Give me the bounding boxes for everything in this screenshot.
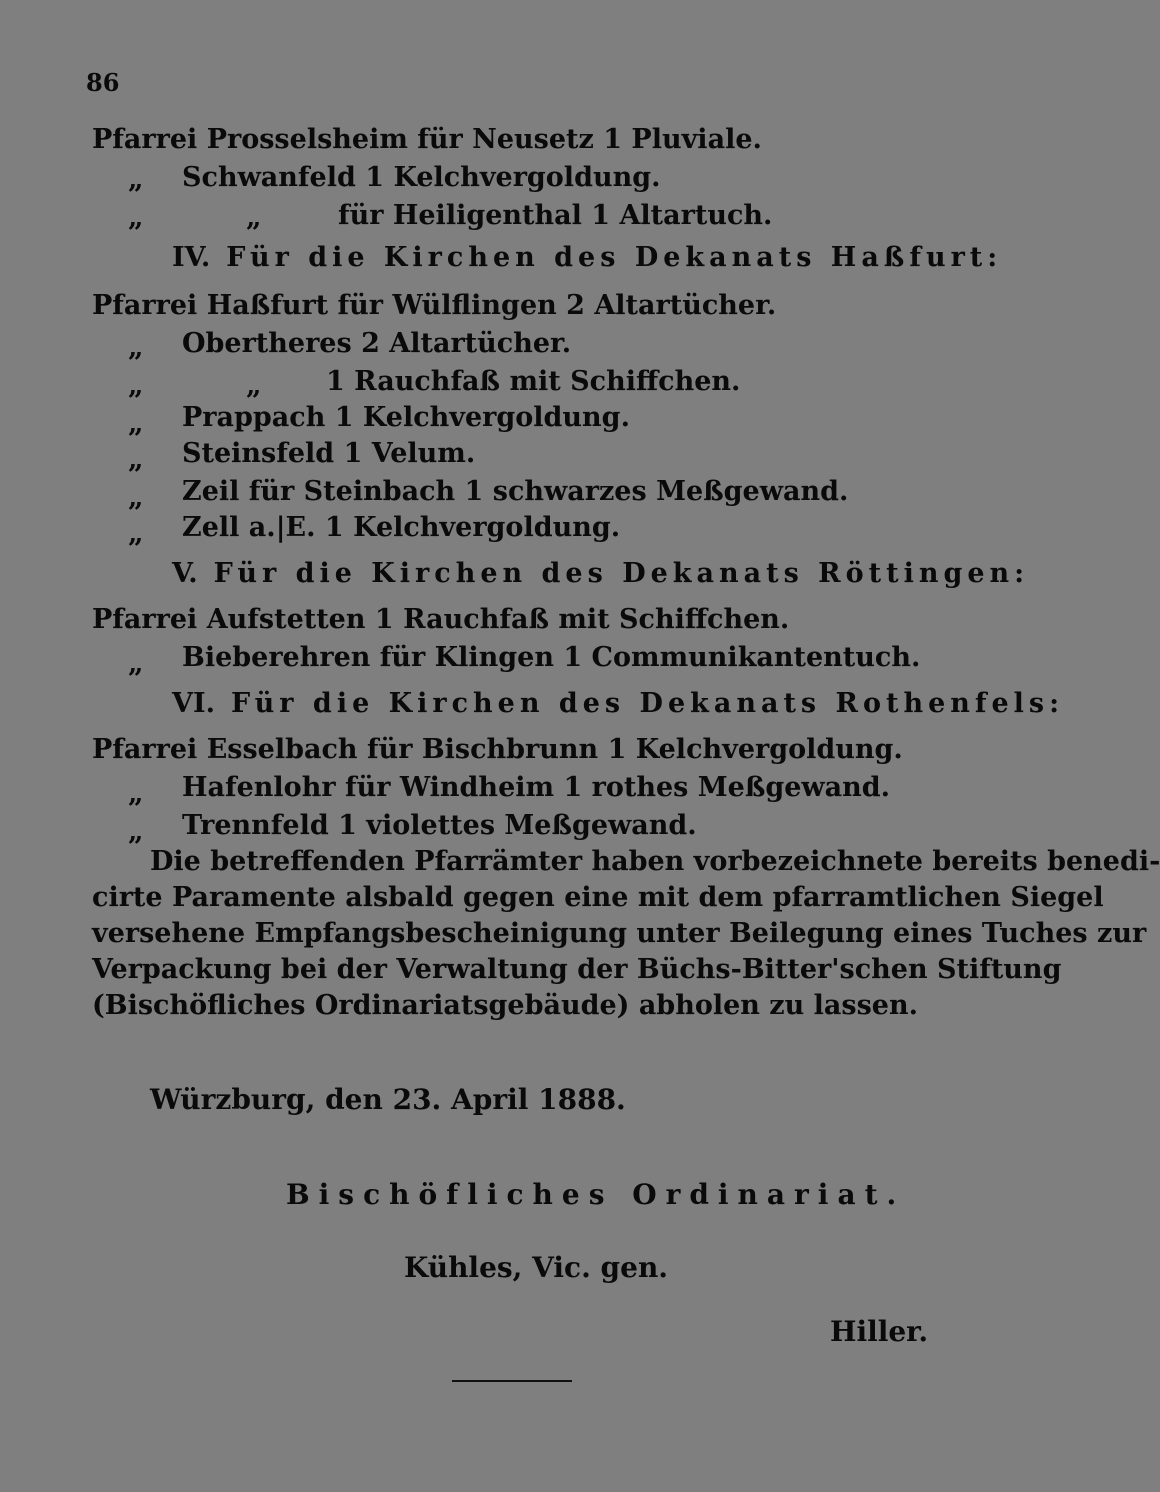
entry-line: Pfarrei Prosselsheim für Neusetz 1 Pluviale. — [92, 124, 762, 155]
ditto-mark: „ — [128, 444, 144, 475]
office-name: Bischöfliches Ordinariat. — [286, 1178, 906, 1211]
paragraph-line: versehene Empfangsbescheinigung unter Beilegung eines Tuches zur — [92, 918, 1147, 949]
ditto-mark: „ — [128, 816, 144, 847]
entry-line: Obertheres 2 Altartücher. — [182, 328, 572, 359]
ditto-mark: „ — [128, 332, 144, 363]
paragraph-line: Verpackung bei der Verwaltung der Büchs-Bitter'schen Stiftung — [92, 954, 1062, 985]
page-number: 86 — [86, 68, 120, 97]
section-number: V. — [172, 558, 198, 589]
ditto-mark: „ — [128, 778, 144, 809]
ditto-mark: „ — [246, 370, 262, 401]
closing-rule — [452, 1380, 572, 1382]
entry-line: Pfarrei Aufstetten 1 Rauchfaß mit Schiffchen. — [92, 604, 790, 635]
entry-line: Zeil für Steinbach 1 schwarzes Meßgewand. — [182, 476, 849, 507]
entry-line: Schwanfeld 1 Kelchvergoldung. — [182, 162, 661, 193]
date-line: Würzburg, den 23. April 1888. — [150, 1083, 626, 1116]
section-number: IV. — [172, 242, 211, 273]
paragraph-line: (Bischöfliches Ordinariatsgebäude) abholen zu lassen. — [92, 990, 919, 1021]
section-heading — [172, 244, 1002, 271]
ditto-mark: „ — [128, 518, 144, 549]
section-heading — [172, 560, 1029, 587]
section-title: Für die Kirchen des Dekanats Haßfurt: — [226, 242, 1003, 273]
ditto-mark: „ — [128, 164, 144, 195]
ditto-mark: „ — [128, 648, 144, 679]
entry-line: Hafenlohr für Windheim 1 rothes Meßgewand. — [182, 772, 891, 803]
paragraph-line: Die betreffenden Pfarrämter haben vorbezeichnete bereits benedi- — [150, 846, 1160, 877]
section-number: VI. — [172, 688, 215, 719]
entry-line: Steinsfeld 1 Velum. — [182, 438, 476, 469]
entry-line: Prappach 1 Kelchvergoldung. — [182, 402, 630, 433]
entry-line: Bieberehren für Klingen 1 Communikantentuch. — [182, 642, 921, 673]
ditto-mark: „ — [246, 202, 262, 233]
entry-line: für Heiligenthal 1 Altartuch. — [338, 200, 773, 231]
ditto-mark: „ — [128, 370, 144, 401]
paragraph-line: cirte Paramente alsbald gegen eine mit dem pfarramtlichen Siegel — [92, 882, 1104, 913]
section-title: Für die Kirchen des Dekanats Rothenfels: — [230, 688, 1065, 719]
section-heading — [172, 690, 1064, 717]
entry-line: Pfarrei Haßfurt für Wülflingen 2 Altartücher. — [92, 290, 777, 321]
ditto-mark: „ — [128, 408, 144, 439]
entry-line: 1 Rauchfaß mit Schiffchen. — [326, 366, 741, 397]
ditto-mark: „ — [128, 202, 144, 233]
vicar-signature: Kühles, Vic. gen. — [404, 1251, 669, 1284]
ditto-mark: „ — [128, 482, 144, 513]
entry-line: Pfarrei Esselbach für Bischbrunn 1 Kelchvergoldung. — [92, 734, 903, 765]
entry-line: Trennfeld 1 violettes Meßgewand. — [182, 810, 697, 841]
section-title: Für die Kirchen des Dekanats Röttingen: — [213, 558, 1030, 589]
entry-line: Zell a.|E. 1 Kelchvergoldung. — [182, 512, 621, 543]
secretary-signature: Hiller. — [830, 1315, 929, 1348]
